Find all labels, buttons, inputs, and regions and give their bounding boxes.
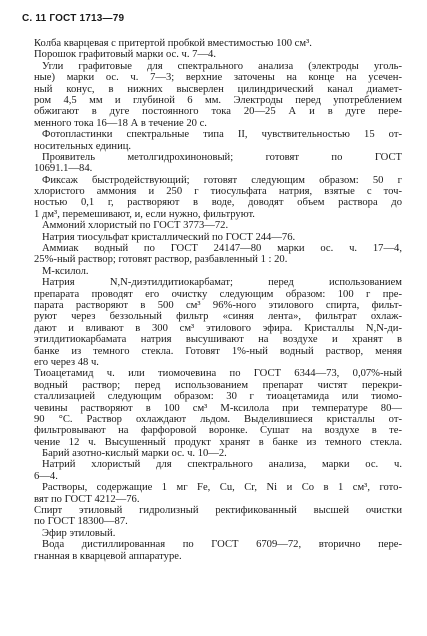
text-line: Растворы, содержащие 1 мг Fe, Cu, Cr, Ni и Co в 1 см³, гото- xyxy=(42,482,402,494)
text-line: фильтровывают на фарфоровой воронке. Сушат на воздухе в те- xyxy=(34,425,402,437)
text-line: его через 48 ч. xyxy=(34,356,99,368)
text-line: сталлизацией следующим образом: 30 г тиоацетамида или тиомо- xyxy=(34,391,402,403)
text-line: Проявитель метолгидрохиноновый; готовят по ГОСТ xyxy=(42,151,402,163)
text-line: Тиоацетамид ч. или тиомочевина по ГОСТ 6344—73, 0,07%-ный xyxy=(34,368,402,380)
text-line: этилдитиокарбамата натрия высушивают на воздухе и хранят в xyxy=(34,334,402,346)
page-header: С. 11 ГОСТ 1713—79 xyxy=(22,13,125,24)
text-line: руют через беззольный фильтр «синяя лента», фильтрат охлаж- xyxy=(34,311,402,323)
text-line: обжигают в дуге постоянного тока 20—25 А и в дуге пере- xyxy=(34,106,402,118)
text-line: парата растворяют в 500 см³ 96%-ного этилового спирта, фильт- xyxy=(34,299,402,311)
document-body xyxy=(34,38,402,562)
text-line: банке из темного стекла. Готовят 1%-ный водный раствор, меняя xyxy=(34,345,402,357)
text-line: Фиксаж быстродействующий; готовят следующим образом: 50 г xyxy=(42,174,402,186)
text-line: 25%-ный раствор; готовят раствор, разбавленный 1 : 20. xyxy=(34,254,288,266)
text-line: Аммиак водный по ГОСТ 24147—80 марки ос. ч. 17—4, xyxy=(42,243,402,255)
text-line: ностью 0,1 г, растворяют в воде, доводят объем раствора до xyxy=(34,197,402,209)
text-line: по ГОСТ 18300—87. xyxy=(34,516,128,528)
text-line: Вода дистиллированная по ГОСТ 6709—72, вторично пере- xyxy=(42,539,402,551)
text-line: ром 4,5 мм и глубиной 6 мм. Электроды перед употреблением xyxy=(34,94,402,106)
text-line: Фотопластинки спектральные типа II, чувствительностью 15 от- xyxy=(42,129,402,141)
text-line: чение 12 ч. Высушенный продукт хранят в банке из темного стекла. xyxy=(34,436,402,448)
text-line: Натрий хлористый для спектрального анализа, марки ос. ч. xyxy=(42,459,402,471)
text-line: Спирт этиловый гидролизный ректификованный высшей очистки xyxy=(34,505,402,517)
text-line: Натрия N,N-диэтилдитиокарбамат; перед использованием xyxy=(42,277,402,289)
text-line: менного тока 16—18 А в течение 20 с. xyxy=(34,117,207,129)
text-line: ные) марки ос. ч. 7—3; верхние заточены на конце на усечен- xyxy=(34,72,402,84)
text-line: ный конус, в нижних высверлен цилиндрический канал диамет- xyxy=(34,83,402,95)
text-line: носительных единиц. xyxy=(34,140,132,152)
text-line: гнанная в кварцевой аппаратуре. xyxy=(34,550,182,562)
text-line: препарата проводят его очистку следующим образом: 100 г пре- xyxy=(34,288,402,300)
text-line: 6—4. xyxy=(34,470,58,482)
text-line: Колба кварцевая с притертой пробкой вместимостью 100 см³. xyxy=(34,38,312,49)
text-line: дают и вливают в 300 см³ этилового эфира. Кристаллы N,N-ди- xyxy=(34,322,402,334)
text-line: водный раствор; перед использованием препарат чистят перекри- xyxy=(34,379,402,391)
text-line: 1 дм³, перемешивают, и, если нужно, фильтруют. xyxy=(34,208,255,220)
text-line: вят по ГОСТ 4212—76. xyxy=(34,493,140,505)
text-line: хлористого аммония и 250 г тиосульфата натрия, взятые с точ- xyxy=(34,186,402,198)
text-line: Угли графитовые для спектрального анализа (электроды уголь- xyxy=(42,60,402,72)
text-line: Натрия тиосульфат кристаллический по ГОСТ 244—76. xyxy=(42,231,296,243)
text-line: Аммоний хлористый по ГОСТ 3773—72. xyxy=(42,220,229,232)
text-line: 10691.1—84. xyxy=(34,163,93,175)
text-line: М-ксилол. xyxy=(42,265,89,277)
text-line: Эфир этиловый. xyxy=(42,527,116,539)
text-line: 90 °С. Раствор охлаждают льдом. Выделившиеся кристаллы от- xyxy=(34,413,402,425)
text-line: Порошок графитовый марки ос. ч. 7—4. xyxy=(34,49,217,61)
text-line: чевины растворяют в 100 см³ М-ксилола при температуре 80— xyxy=(34,402,402,414)
text-line: Барий азотно-кислый марки ос. ч. 10—2. xyxy=(42,448,227,460)
